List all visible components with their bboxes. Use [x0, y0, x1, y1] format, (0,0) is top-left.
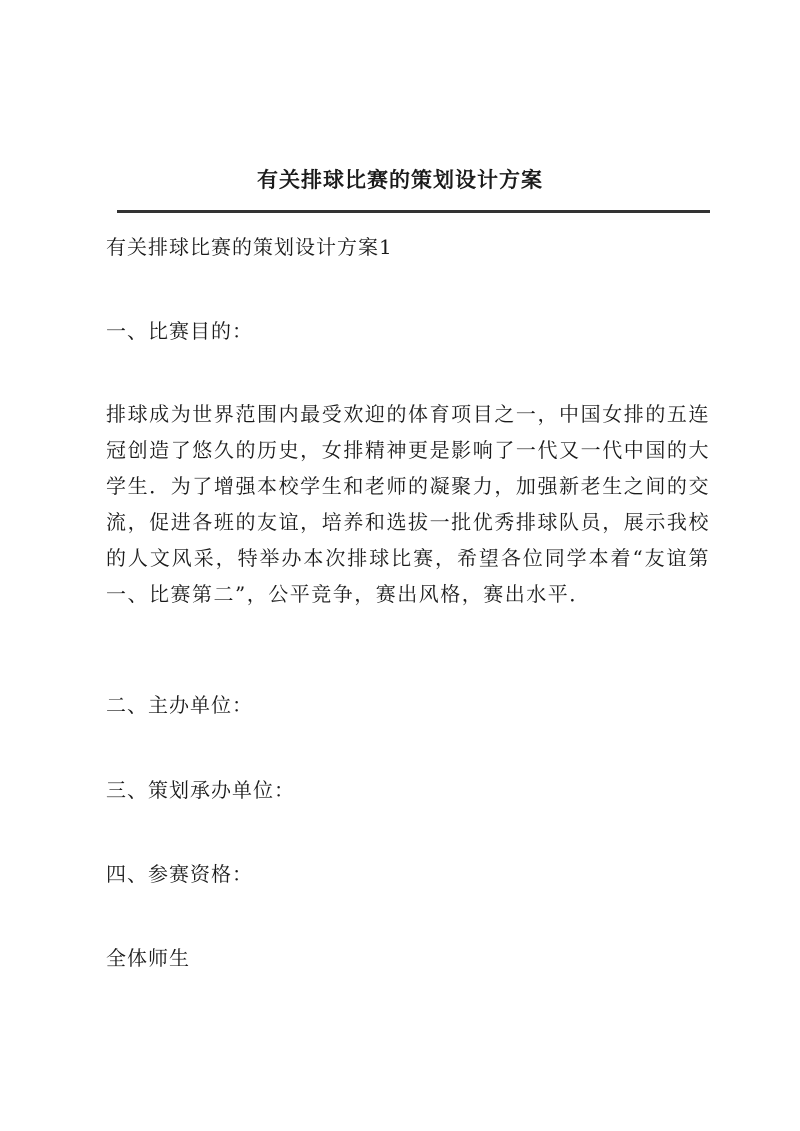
section-heading-eligibility: 四、参赛资格： — [106, 862, 253, 886]
document-title: 有关排球比赛的策划设计方案 — [257, 167, 543, 192]
section-body-purpose: 排球成为世界范围内最受欢迎的体育项目之一，中国女排的五连冠创造了悠久的历史，女排精神更是影响了一代又一代中国的大学生．为了增强本校学生和老师的凝聚力，加强新老生之间的交流，促进各班的友谊，培养和选拔一批优秀排球队员，展示我校的人文风采，特举办本次排球比赛，希望各位同学本着“友谊第一、比赛第二”，公平竞争，赛出风格，赛出水平． — [106, 402, 710, 606]
title-underline-divider — [117, 210, 710, 213]
section-body-eligibility: 全体师生 — [106, 946, 190, 970]
section-heading-host: 二、主办单位： — [106, 693, 253, 717]
section-heading-purpose: 一、比赛目的： — [106, 319, 253, 343]
document-subtitle: 有关排球比赛的策划设计方案1 — [106, 235, 393, 259]
section-heading-organizer: 三、策划承办单位： — [106, 778, 295, 802]
